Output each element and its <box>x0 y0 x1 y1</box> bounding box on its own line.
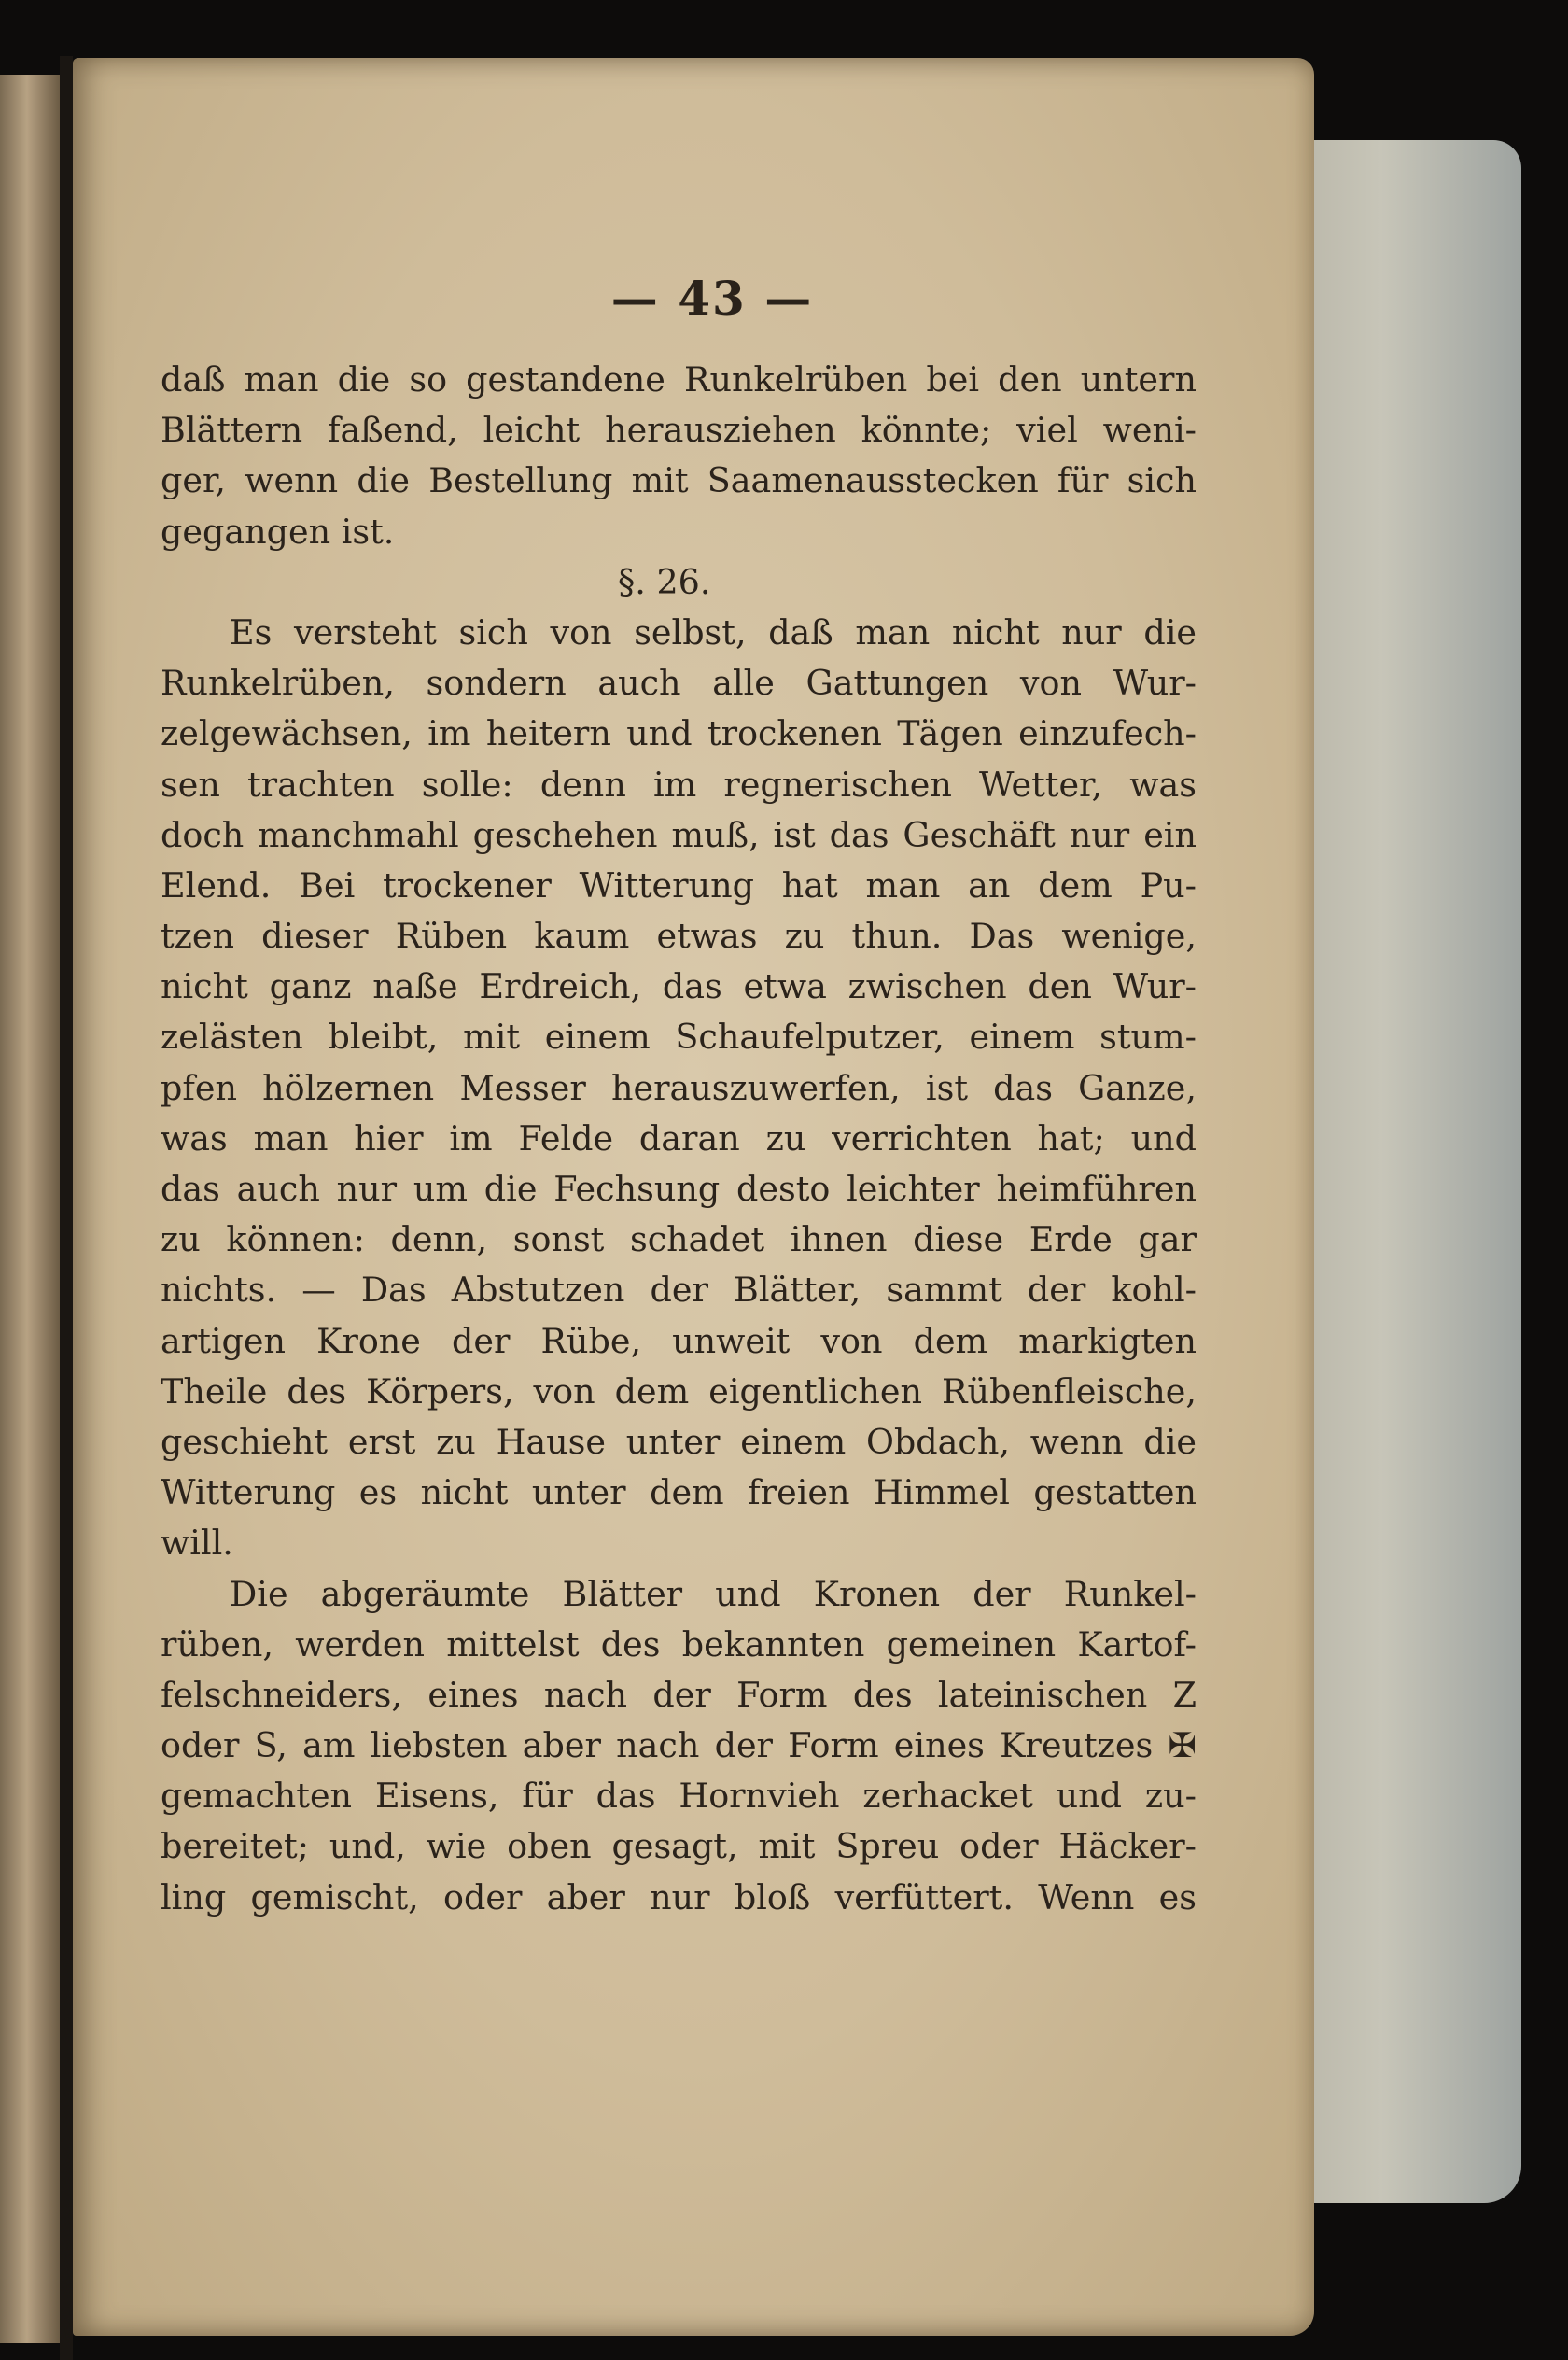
text-line: das auch nur um die Fechsung desto leichter heimführen <box>161 1169 1197 1209</box>
text-line: Blättern faßend, leicht herausziehen könnte; viel weni- <box>161 410 1197 451</box>
page-block-edge <box>1288 140 1521 2203</box>
text-line: zelästen bleibt, mit einem Schaufelputzer, einem stum- <box>161 1017 1197 1058</box>
text-line: daß man die so gestandene Runkelrüben bei den untern <box>161 359 1197 400</box>
text-line: oder S, am liebsten aber nach der Form eines Kreutzes ✠ <box>161 1725 1197 1766</box>
text-line: zelgewächsen, im heitern und trockenen Tägen einzufech- <box>161 713 1197 754</box>
text-line: gegangen ist. <box>161 511 395 552</box>
text-line: gemachten Eisens, für das Hornvieh zerhacket und zu- <box>161 1776 1197 1817</box>
text-line: tzen dieser Rüben kaum etwas zu thun. Das wenige, <box>161 916 1197 957</box>
section-heading: §. 26. <box>618 561 711 602</box>
text-line: will. <box>161 1523 233 1564</box>
text-line: ling gemischt, oder aber nur bloß verfüttert. Wenn es <box>161 1876 1197 1918</box>
body-text <box>161 355 1197 1923</box>
text-line: bereitet; und, wie oben gesagt, mit Spreu oder Häcker- <box>161 1826 1197 1867</box>
text-line: artigen Krone der Rübe, unweit von dem markigten <box>161 1320 1197 1361</box>
text-line: pfen hölzernen Messer herauszuwerfen, ist das Ganze, <box>161 1067 1197 1108</box>
book-gutter <box>60 56 73 2360</box>
page-number: — 43 — <box>610 271 814 326</box>
text-line: felschneiders, eines nach der Form des lateinischen Z <box>161 1674 1197 1715</box>
text-line: Theile des Körpers, von dem eigentlichen Rübenfleische, <box>161 1370 1197 1412</box>
text-line: Witterung es nicht unter dem freien Himmel gestatten <box>161 1472 1197 1513</box>
text-line: doch manchmahl geschehen muß, ist das Geschäft nur ein <box>161 814 1197 855</box>
text-line: Runkelrüben, sondern auch alle Gattungen von Wur- <box>161 663 1197 704</box>
text-line: was man hier im Felde daran zu verrichten hat; und <box>161 1117 1197 1159</box>
text-line: Elend. Bei trockener Witterung hat man an dem Pu- <box>161 864 1197 906</box>
previous-page-edge <box>0 75 60 2343</box>
book-page <box>73 58 1314 2336</box>
text-line: rüben, werden mittelst des bekannten gemeinen Kartof- <box>161 1623 1197 1665</box>
text-line: nichts. — Das Abstutzen der Blätter, sammt der kohl- <box>161 1270 1197 1311</box>
text-line: ger, wenn die Bestellung mit Saamenausstecken für sich <box>161 460 1197 501</box>
text-line: nicht ganz naße Erdreich, das etwa zwischen den Wur- <box>161 966 1197 1007</box>
text-line: geschieht erst zu Hause unter einem Obdach, wenn die <box>161 1421 1197 1462</box>
text-line: sen trachten solle: denn im regnerischen Wetter, was <box>161 764 1197 805</box>
text-line: Es versteht sich von selbst, daß man nicht nur die <box>230 611 1197 653</box>
text-line: zu können: denn, sonst schadet ihnen diese Erde gar <box>161 1219 1197 1260</box>
text-line: Die abgeräumte Blätter und Kronen der Runkel- <box>230 1573 1197 1614</box>
